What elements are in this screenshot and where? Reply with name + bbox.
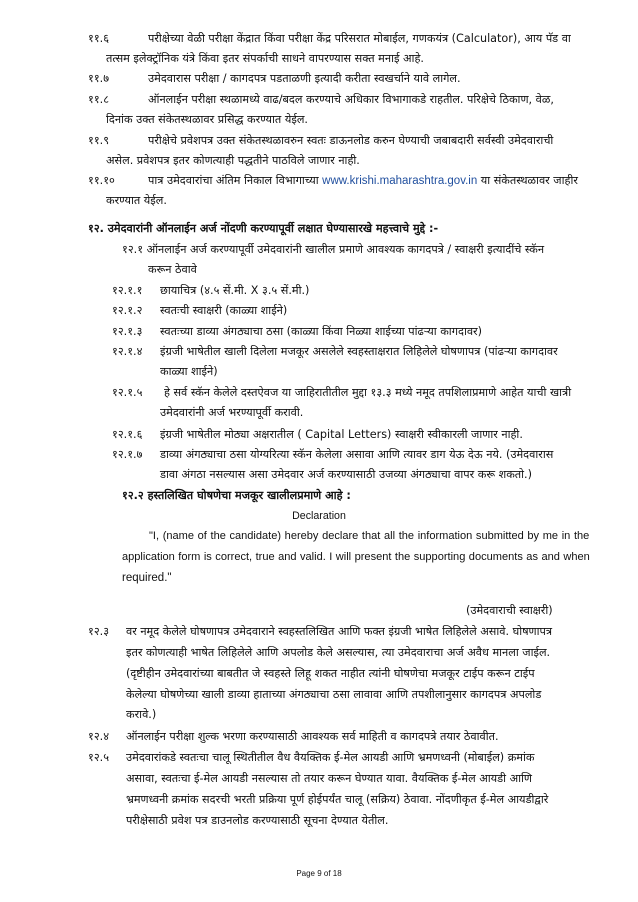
item-text: स्वतःची स्वाक्षरी (काळ्या शाईने): [160, 304, 288, 317]
item-text: परीक्षेचे प्रवेशपत्र उक्त संकेतस्थळावरुन स्वतः डाऊनलोड करुन घेण्याची जबाबदारी सर्वस्वी उमेदवाराची: [148, 134, 554, 147]
item-text: असावा, स्वतःचा ई-मेल आयडी नसल्यास तो तयार करून घेण्यात यावा. वैयक्तिक ई-मेल आयडी आणि: [126, 772, 533, 785]
item-number: १२.१.७: [112, 448, 143, 461]
item-text-part: या संकेतस्थळावर जाहीर: [477, 174, 578, 187]
item-text: करून ठेवावे: [148, 263, 197, 276]
item-number: १२.१.२: [112, 304, 143, 317]
item-text: इतर कोणत्याही भाषेत लिहिलेले आणि अपलोड केले असल्यास, त्या उमेदवाराचा अर्ज अवैध मानला जाईल.: [126, 646, 551, 659]
item-text: उमेदवारांकडे स्वतःचा चालू स्थितीतील वैध वैयक्तिक ई-मेल आयडी आणि भ्रमणध्वनी (मोबाईल) क्रमांक: [126, 751, 535, 764]
item-text: (दृष्टीहीन उमेदवारांच्या बाबतीत जे स्वहस्ते लिहू शकत नाहीत त्यांनी घोषणेचा मजकूर टाईप करून टाईप: [126, 667, 535, 680]
item-number: ११.८: [88, 93, 110, 106]
item-text: उमेदवारास परीक्षा / कागदपत्र पडताळणी इत्यादी करीता स्वखर्चाने यावे लागेल.: [148, 72, 461, 85]
item-text: परीक्षेसाठी प्रवेश पत्र डाउनलोड करण्यासाठी सूचना देण्यात येतील.: [126, 814, 389, 827]
item-text: १२.१ ऑनलाईन अर्ज करण्यापूर्वी उमेदवारांनी खालील प्रमाणे आवश्यक कागदपत्रे / स्वाक्षरी इत्यादींचे स्कॅन: [122, 243, 545, 256]
subsection-heading: १२.२ हस्तलिखित घोषणेचा मजकूर खालीलप्रमाणे आहे :: [122, 489, 351, 502]
item-number: १२.३: [88, 625, 110, 638]
item-text: उमेदवारांनी अर्ज भरण्यापूर्वी करावी.: [160, 406, 304, 419]
item-number: १२.४: [88, 730, 110, 743]
item-text: भ्रमणध्वनी क्रमांक सदरची भरती प्रक्रिया पूर्ण होईपर्यंत चालू (सक्रिय) ठेवावा. नोंदणीकृत ई-मेल आयडीद्वारे: [126, 793, 549, 806]
declaration-text: "I, (name of the candidate) hereby declare that all the information submitted by me in the: [149, 530, 590, 542]
item-text: डाव्या अंगठ्याचा ठसा योग्यरित्या स्कॅन केलेला असावा आणि त्यावर डाग येऊ देऊ नये. (उमेदवारास: [160, 448, 554, 461]
item-text: डावा अंगठा नसल्यास असा उमेदवार अर्ज करण्यासाठी उजव्या अंगठ्याचा वापर करू शकतो.): [160, 468, 532, 481]
item-number: १२.५: [88, 751, 110, 764]
item-number: १२.१.३: [112, 325, 143, 338]
item-number: १२.१.१: [112, 284, 143, 297]
item-text: असेल. प्रवेशपत्र इतर कोणत्याही पद्धतीने पाठविले जाणार नाही.: [106, 154, 360, 167]
item-text: हे सर्व स्कॅन केलेले दस्तऐवज या जाहिरातीतील मुद्दा १३.३ मध्ये नमूद तपशिलाप्रमाणे आहेत याची खात्री: [164, 386, 572, 399]
section-heading: १२. उमेदवारांनी ऑनलाईन अर्ज नोंदणी करण्यापूर्वी लक्षात घेण्यासारखे महत्त्वाचे मुद्दे :-: [88, 222, 439, 235]
page-number-footer: Page 9 of 18: [296, 869, 342, 878]
item-number: ११.१०: [88, 174, 115, 187]
item-text: छायाचित्र (४.५ सें.मी. X ३.५ सें.मी.): [160, 284, 310, 297]
item-text: ऑनलाईन परीक्षा शुल्क भरणा करण्यासाठी आवश्यक सर्व माहिती व कागदपत्रे तयार ठेवावीत.: [126, 730, 499, 743]
declaration-text: required.": [122, 572, 172, 584]
item-text: करावे.): [126, 708, 157, 721]
item-number: ११.७: [88, 72, 110, 85]
declaration-title: Declaration: [292, 510, 346, 522]
item-number: ११.६: [88, 32, 110, 45]
item-text: इंग्रजी भाषेतील खाली दिलेला मजकूर असलेले स्वहस्ताक्षरात लिहिलेले घोषणापत्र (पांढऱ्या कागदावर: [160, 345, 558, 358]
website-link[interactable]: www.krishi.maharashtra.gov.in: [322, 175, 478, 187]
item-number: ११.९: [88, 134, 110, 147]
item-text: दिनांक उक्त संकेतस्थळावर प्रसिद्ध करण्यात येईल.: [106, 113, 308, 126]
candidate-signature-label: (उमेदवाराची स्वाक्षरी): [466, 604, 553, 617]
item-text: काळ्या शाईने): [160, 365, 218, 378]
item-text: वर नमूद केलेले घोषणापत्र उमेदवाराने स्वहस्तलिखित आणि फक्त इंग्रजी भाषेत लिहिलेले असावे. घोषणापत्र: [126, 625, 553, 638]
item-text: स्वतःच्या डाव्या अंगठ्याचा ठसा (काळ्या किंवा निळ्या शाईच्या पांढऱ्या कागदावर): [160, 325, 482, 338]
declaration-text: application form is correct, true and valid. I will present the supporting documents as and when: [122, 551, 590, 563]
item-text: ऑनलाईन परीक्षा स्थळामध्ये वाढ/बदल करण्याचे अधिकार विभागाकडे राहतील. परिक्षेचे ठिकाण, वेळ,: [148, 93, 554, 106]
item-text: तत्सम इलेक्ट्रॉनिक यंत्रे किंवा इतर संपर्काची साधने वापरण्यास सक्त मनाई आहे.: [106, 52, 424, 65]
item-text: केलेल्या घोषणेच्या खाली डाव्या हाताच्या अंगठ्याचा ठसा लावावा आणि तपशीलानुसार कागदपत्र अपलोड: [126, 688, 542, 701]
item-text: परीक्षेच्या वेळी परीक्षा केंद्रात किंवा परीक्षा केंद्र परिसरात मोबाईल, गणकयंत्र (Calculator), आय पॅड वा: [148, 32, 571, 45]
item-text: करण्यात येईल.: [106, 194, 167, 207]
item-text: इंग्रजी भाषेतील मोठ्या अक्षरातील ( Capital Letters) स्वाक्षरी स्वीकारली जाणार नाही.: [160, 428, 523, 441]
item-number: १२.१.६: [112, 428, 143, 441]
item-number: १२.१.५: [112, 386, 143, 399]
item-text-part: पात्र उमेदवारांचा अंतिम निकाल विभागाच्या: [148, 174, 323, 187]
item-text: [148, 173, 578, 189]
item-number: १२.१.४: [112, 345, 143, 358]
